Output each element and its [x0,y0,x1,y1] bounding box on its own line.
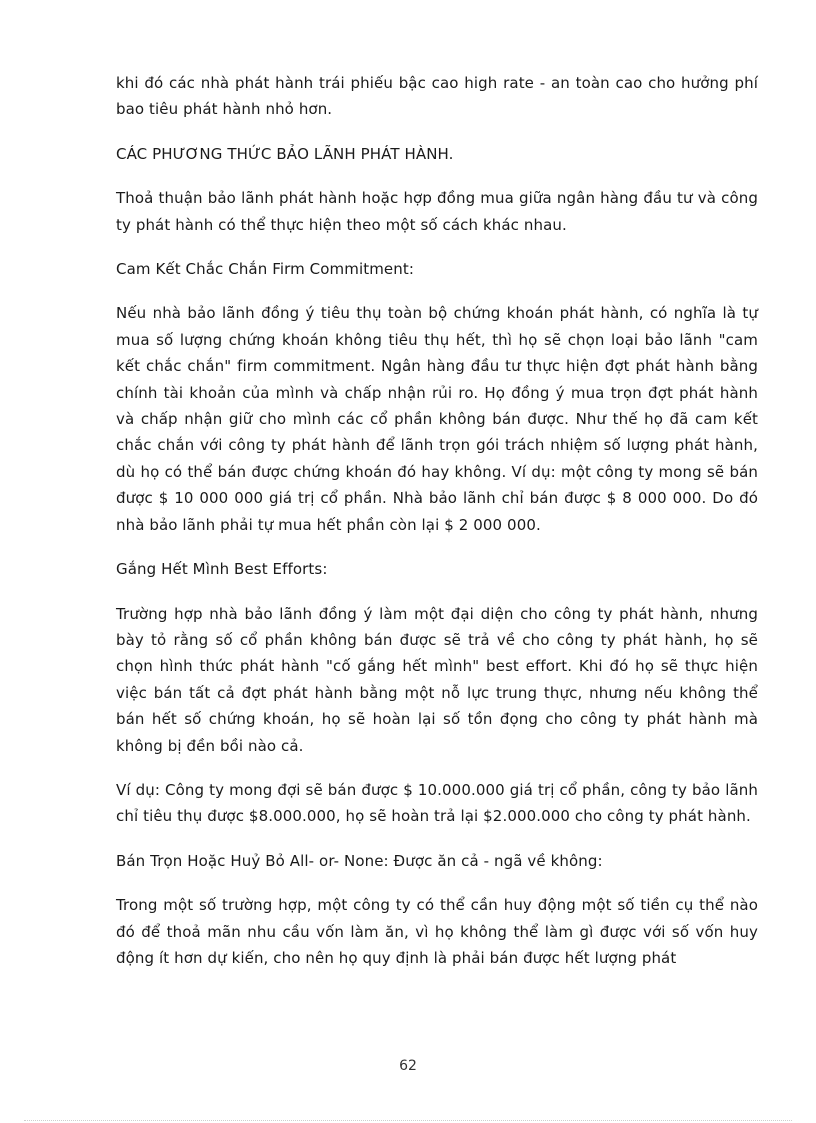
paragraph-best-efforts-example: Ví dụ: Công ty mong đợi sẽ bán được $ 10.000.000 giá trị cổ phần, công ty bảo lãnh chỉ tiêu thụ được $8.000.000, họ sẽ hoàn trả lại $2.000.000 cho công ty phát hành. [116,780,758,826]
subheading-all-or-none: Bán Trọn Hoặc Huỷ Bỏ All- or- None: Được ăn cả - ngã về không: [116,851,603,870]
paragraph-firm-commitment: Nếu nhà bảo lãnh đồng ý tiêu thụ toàn bộ chứng khoán phát hành, có nghĩa là tự mua số lượng chứng khoán không tiêu thụ hết, thì họ sẽ chọn loại bảo lãnh "cam kết chắc chắn" firm commitment. Ngân hàng đầu tư thực hiện đợt phát hành bằng chính tài khoản của mình và chấp nhận rủi ro. Họ đồng ý mua trọn đợt phát hành và chấp nhận giữ cho mình các cổ phần không bán được. Như thế họ đã cam kết chắc chắn với công ty phát hành để lãnh trọn gói trách nhiệm số lượng phát hành, dù họ có thể bán được chứng khoán đó hay không. Ví dụ: một công ty mong sẽ bán được $ 10 000 000 giá trị cổ phần. Nhà bảo lãnh chỉ bán được $ 8 000 000. Do đó nhà bảo lãnh phải tự mua hết phần còn lại $ 2 000 000. [116,304,758,534]
paragraph-agreement-intro: Thoả thuận bảo lãnh phát hành hoặc hợp đồng mua giữa ngân hàng đầu tư và công ty phát hành có thể thực hiện theo một số cách khác nhau. [116,189,758,234]
section-heading-underwriting-methods: CÁC PHƯƠNG THỨC BẢO LÃNH PHÁT HÀNH. [116,144,454,163]
page-body [116,70,758,989]
subheading-firm-commitment: Cam Kết Chắc Chắn Firm Commitment: [116,260,414,279]
page-number: 62 [399,1058,417,1074]
subheading-best-efforts: Gắng Hết Mình Best Efforts: [116,560,328,579]
paragraph-all-or-none: Trong một số trường hợp, một công ty có thể cần huy động một số tiền cụ thể nào đó để thoả mãn nhu cầu vốn làm ăn, vì họ không thể làm gì được với số vốn huy động ít hơn dự kiến, cho nên họ quy định là phải bán được hết lượng phát [116,896,758,967]
footer-divider [24,1120,792,1121]
paragraph-best-efforts: Trường hợp nhà bảo lãnh đồng ý làm một đại diện cho công ty phát hành, nhưng bày tỏ rằng số cổ phần không bán được sẽ trả về cho công ty phát hành, họ sẽ chọn hình thức phát hành "cố gắng hết mình" best effort. Khi đó họ sẽ thực hiện việc bán tất cả đợt phát hành bằng một nỗ lực trung thực, nhưng nếu không thể bán hết số chứng khoán, họ sẽ hoàn lại số tồn đọng cho công ty phát hành mà không bị đền bồi nào cả. [116,604,758,755]
paragraph-fee-note: khi đó các nhà phát hành trái phiếu bậc cao high rate - an toàn cao cho hưởng phí bao tiêu phát hành nhỏ hơn. [116,74,758,119]
